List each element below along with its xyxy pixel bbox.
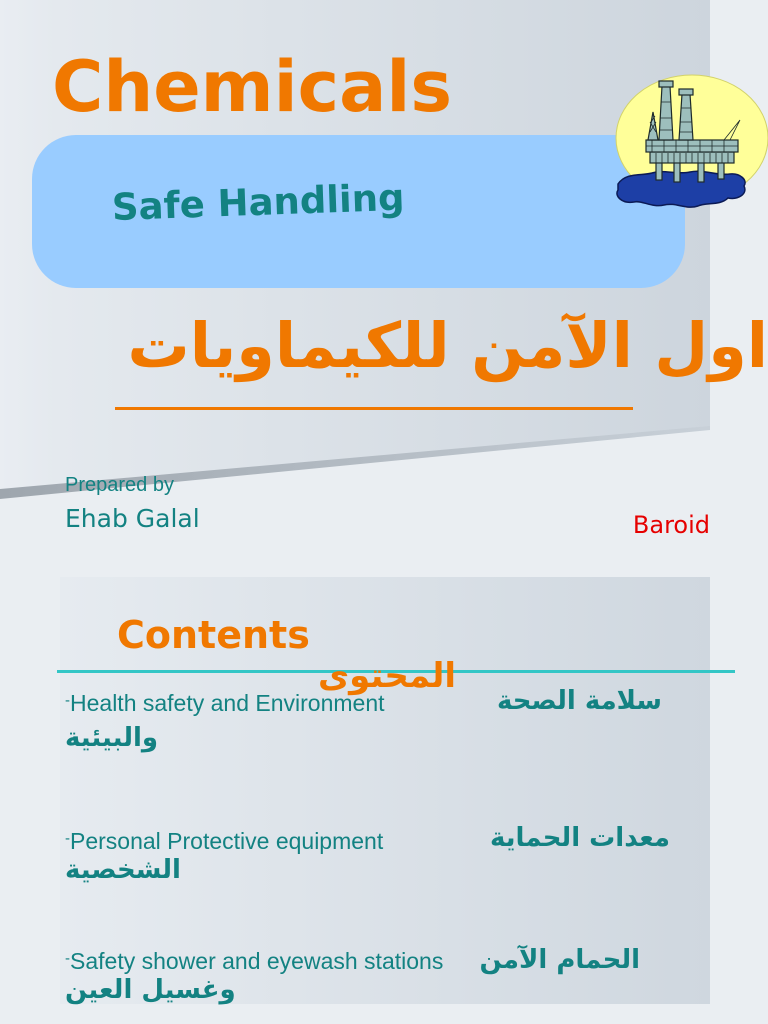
contents-item-ar-continued: والبيئية	[65, 723, 159, 753]
contents-item-ar: سلامة الصحة	[496, 686, 662, 716]
contents-heading-arabic: المحتوى	[318, 656, 457, 696]
bullet-dash: -	[65, 692, 70, 709]
prepared-by-label: Prepared by	[65, 474, 174, 496]
contents-item-ar-continued: الشخصية	[65, 855, 181, 885]
slide-subtitle: Safe Handling	[111, 175, 406, 229]
title-underline	[115, 407, 633, 410]
item-text: Personal Protective equipment	[70, 828, 384, 854]
contents-item-ar: معدات الحماية	[489, 823, 670, 853]
contents-item-ar-continued: وغسيل العين	[65, 975, 236, 1005]
slide-title: Chemicals	[52, 46, 453, 128]
item-text: Safety shower and eyewash stations	[70, 948, 444, 974]
company-name: Baroid	[632, 511, 710, 539]
item-text: Health safety and Environment	[70, 690, 385, 716]
contents-item-ar: الحمام الآمن	[479, 945, 640, 975]
arabic-title: اول الآمن للكيماويات	[127, 309, 768, 382]
author-name: Ehab Galal	[65, 504, 200, 533]
bullet-dash: -	[65, 950, 70, 967]
oil-rig-icon	[612, 72, 768, 212]
contents-item-en	[65, 948, 443, 976]
bullet-dash: -	[65, 830, 70, 847]
contents-item-en	[65, 828, 383, 856]
contents-heading: Contents	[117, 613, 310, 657]
